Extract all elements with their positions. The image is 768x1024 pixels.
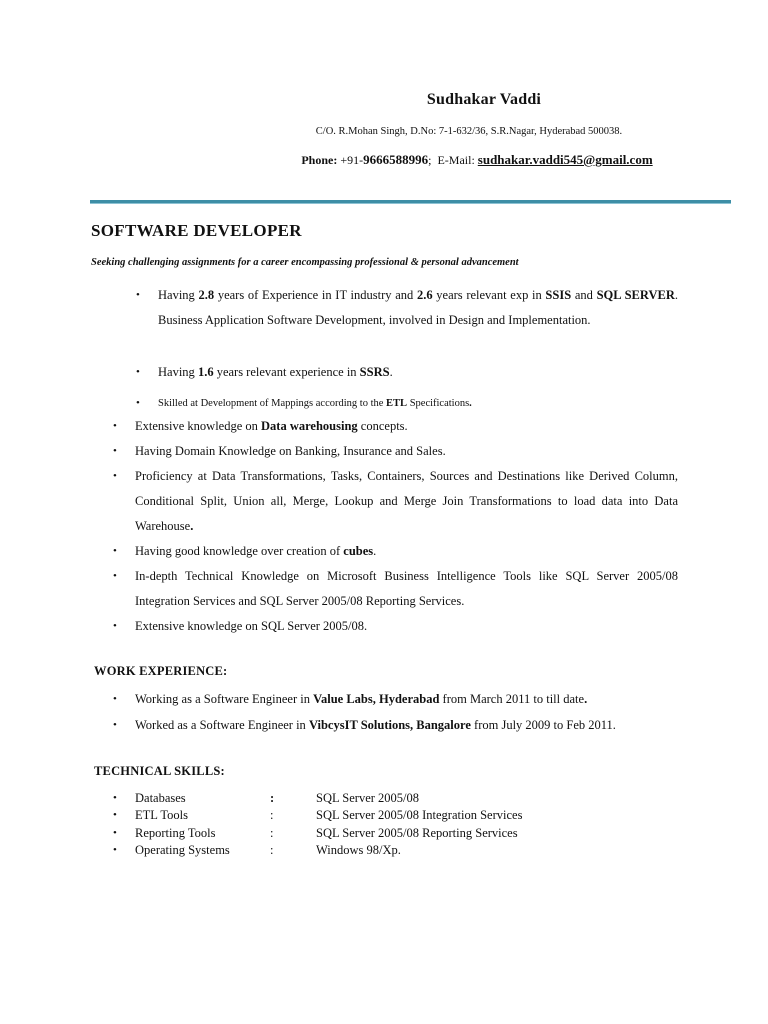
bullet-icon: •: [113, 620, 117, 632]
table-row: [113, 825, 695, 842]
skill-value: SQL Server 2005/08 Reporting Services: [316, 826, 518, 840]
address-line: C/O. R.Mohan Singh, D.No: 7-1-632/36, S.R.Nagar, Hyderabad 500038.: [315, 126, 623, 137]
list-item: • Having 1.6 years relevant experience in SSRS.: [158, 360, 678, 385]
phone-number: 9666588996: [363, 152, 429, 167]
list-item: • Proficiency at Data Transformations, Tasks, Containers, Sources and Destinations like Derived Column, Conditional Split, Union all, Merge, Lookup and Merge Join Transformations to load data into Data Warehouse.: [135, 464, 678, 539]
list-item: • Having 2.8 years of Experience in IT industry and 2.6 years relevant exp in SSIS and SQL SERVER. Business Application Software Development, involved in Design and Implementation.: [158, 283, 678, 333]
skill-value: SQL Server 2005/08: [316, 791, 419, 805]
bullet-icon: •: [113, 420, 117, 432]
phone-label: Phone:: [301, 153, 338, 167]
list-item: • Having Domain Knowledge on Banking, Insurance and Sales.: [135, 439, 678, 464]
bullet-icon: •: [113, 844, 117, 856]
skill-key: Databases: [135, 791, 186, 805]
bullet-icon: •: [113, 792, 117, 804]
work-experience-heading: WORK EXPERIENCE:: [94, 664, 228, 678]
list-item: • Having good knowledge over creation of cubes.: [135, 539, 678, 564]
bullet-icon: •: [113, 809, 117, 821]
table-row: [113, 842, 695, 859]
bullet-icon: •: [113, 827, 117, 839]
list-item: • Working as a Software Engineer in Value Labs, Hyderabad from March 2011 to till date.: [135, 687, 695, 712]
phone-prefix: +91-: [337, 153, 364, 167]
contact-separator: ;: [428, 153, 432, 167]
list-item: • Extensive knowledge on Data warehousing concepts.: [135, 414, 678, 439]
candidate-name: Sudhakar Vaddi: [426, 91, 542, 108]
skill-value: Windows 98/Xp.: [316, 843, 401, 857]
email-label: E-Mail:: [437, 153, 475, 167]
table-row: [113, 807, 695, 824]
job-title: SOFTWARE DEVELOPER: [91, 221, 302, 240]
skill-separator: :: [270, 826, 274, 840]
skill-key: Reporting Tools: [135, 826, 216, 840]
bullet-icon: •: [113, 719, 117, 731]
skill-separator: :: [270, 843, 274, 857]
career-objective: Seeking challenging assignments for a career encompassing professional & personal advancement: [91, 257, 519, 268]
list-item: • Skilled at Development of Mappings according to the ETL Specifications.: [158, 391, 678, 416]
email-link[interactable]: sudhakar.vaddi545@gmail.com: [477, 152, 653, 167]
skill-key: ETL Tools: [135, 808, 188, 822]
skill-separator: :: [270, 808, 274, 822]
skill-separator: :: [270, 791, 275, 805]
table-row: [113, 790, 695, 807]
list-item: • In-depth Technical Knowledge on Microsoft Business Intelligence Tools like SQL Server 2005/08 Integration Services and SQL Server 2005/08 Reporting Services.: [135, 564, 678, 614]
bullet-icon: •: [113, 545, 117, 557]
bullet-icon: •: [113, 570, 117, 582]
skill-value: SQL Server 2005/08 Integration Services: [316, 808, 523, 822]
skill-key: Operating Systems: [135, 843, 230, 857]
bullet-icon: •: [113, 470, 117, 482]
bullet-icon: •: [136, 289, 140, 301]
bullet-icon: •: [113, 445, 117, 457]
bullet-icon: •: [136, 366, 140, 378]
header-divider: [90, 200, 731, 204]
technical-skills-heading: TECHNICAL SKILLS:: [94, 764, 225, 778]
bullet-icon: •: [113, 693, 117, 705]
list-item: • Worked as a Software Engineer in VibcysIT Solutions, Bangalore from July 2009 to Feb 2011.: [135, 713, 695, 738]
bullet-icon: •: [136, 397, 140, 409]
list-item: • Extensive knowledge on SQL Server 2005/08.: [135, 614, 678, 639]
contact-line: [0, 152, 768, 168]
